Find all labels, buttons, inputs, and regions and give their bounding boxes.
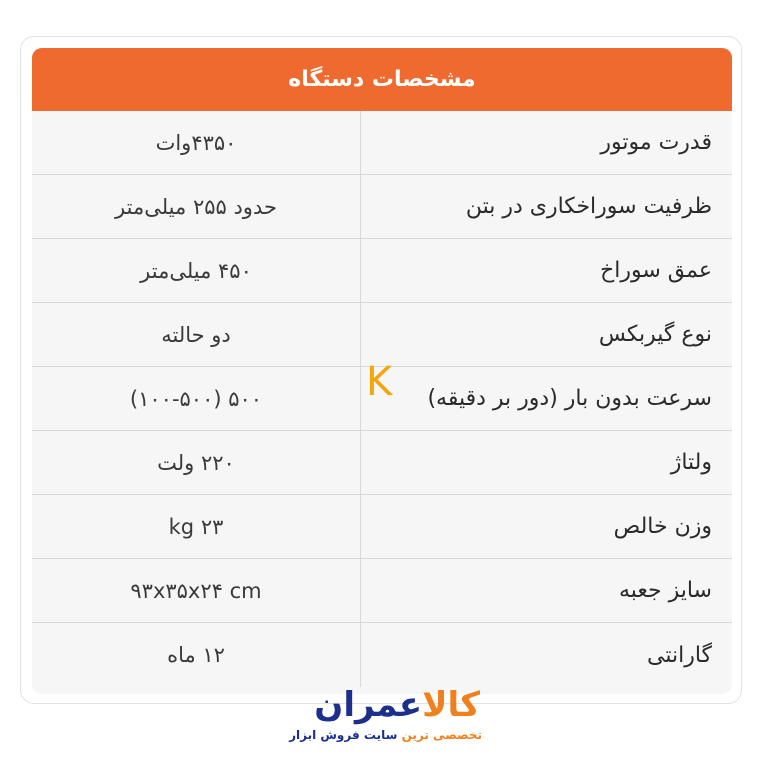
table-row — [32, 303, 732, 367]
logo-word-part2: عمران — [314, 685, 423, 725]
row-label: سایز جعبه — [360, 559, 732, 622]
table-row — [32, 495, 732, 559]
row-value: ۵۰۰ (۱۰۰-۵۰۰) — [129, 386, 263, 411]
table-title: مشخصات دستگاه — [32, 48, 732, 111]
row-label: گارانتی — [360, 623, 732, 687]
row-label: عمق سوراخ — [360, 239, 732, 302]
table-row — [32, 111, 732, 175]
row-label: ولتاژ — [360, 431, 732, 494]
row-label: ظرفیت سوراخکاری در بتن — [360, 175, 732, 238]
table-row — [32, 431, 732, 495]
watermark-letter: K — [366, 359, 393, 405]
table-row — [32, 239, 732, 303]
row-value: ۹۳x۳۵x۲۴ cm — [130, 578, 262, 603]
logo-wordmark — [314, 685, 480, 725]
brand-logo — [286, 685, 486, 752]
row-value: دو حالته — [161, 322, 231, 347]
row-value: حدود ۲۵۵ میلی‌متر — [115, 194, 277, 219]
table-row — [32, 175, 732, 239]
row-value: ۲۲۰ ولت — [157, 450, 235, 475]
logo-tagline-part2: سایت فروش ابزار — [289, 728, 398, 742]
table-row — [32, 623, 732, 687]
table-row — [32, 559, 732, 623]
row-label: سرعت بدون بار (دور بر دقیقه) — [360, 367, 732, 430]
logo-tagline — [289, 728, 482, 742]
row-label: وزن خالص — [360, 495, 732, 558]
row-value: ۲۳ kg — [168, 514, 224, 539]
logo-word-part1: کالا — [422, 685, 480, 725]
logo-tagline-part1: تخصصی ترین — [401, 728, 482, 742]
row-label: نوع گیربکس — [360, 303, 732, 366]
row-value: ۴۵۰ میلی‌متر — [140, 258, 252, 283]
row-value: ۴۳۵۰وات — [155, 130, 237, 155]
row-value: ۱۲ ماه — [167, 643, 225, 667]
row-label: قدرت موتور — [360, 111, 732, 174]
